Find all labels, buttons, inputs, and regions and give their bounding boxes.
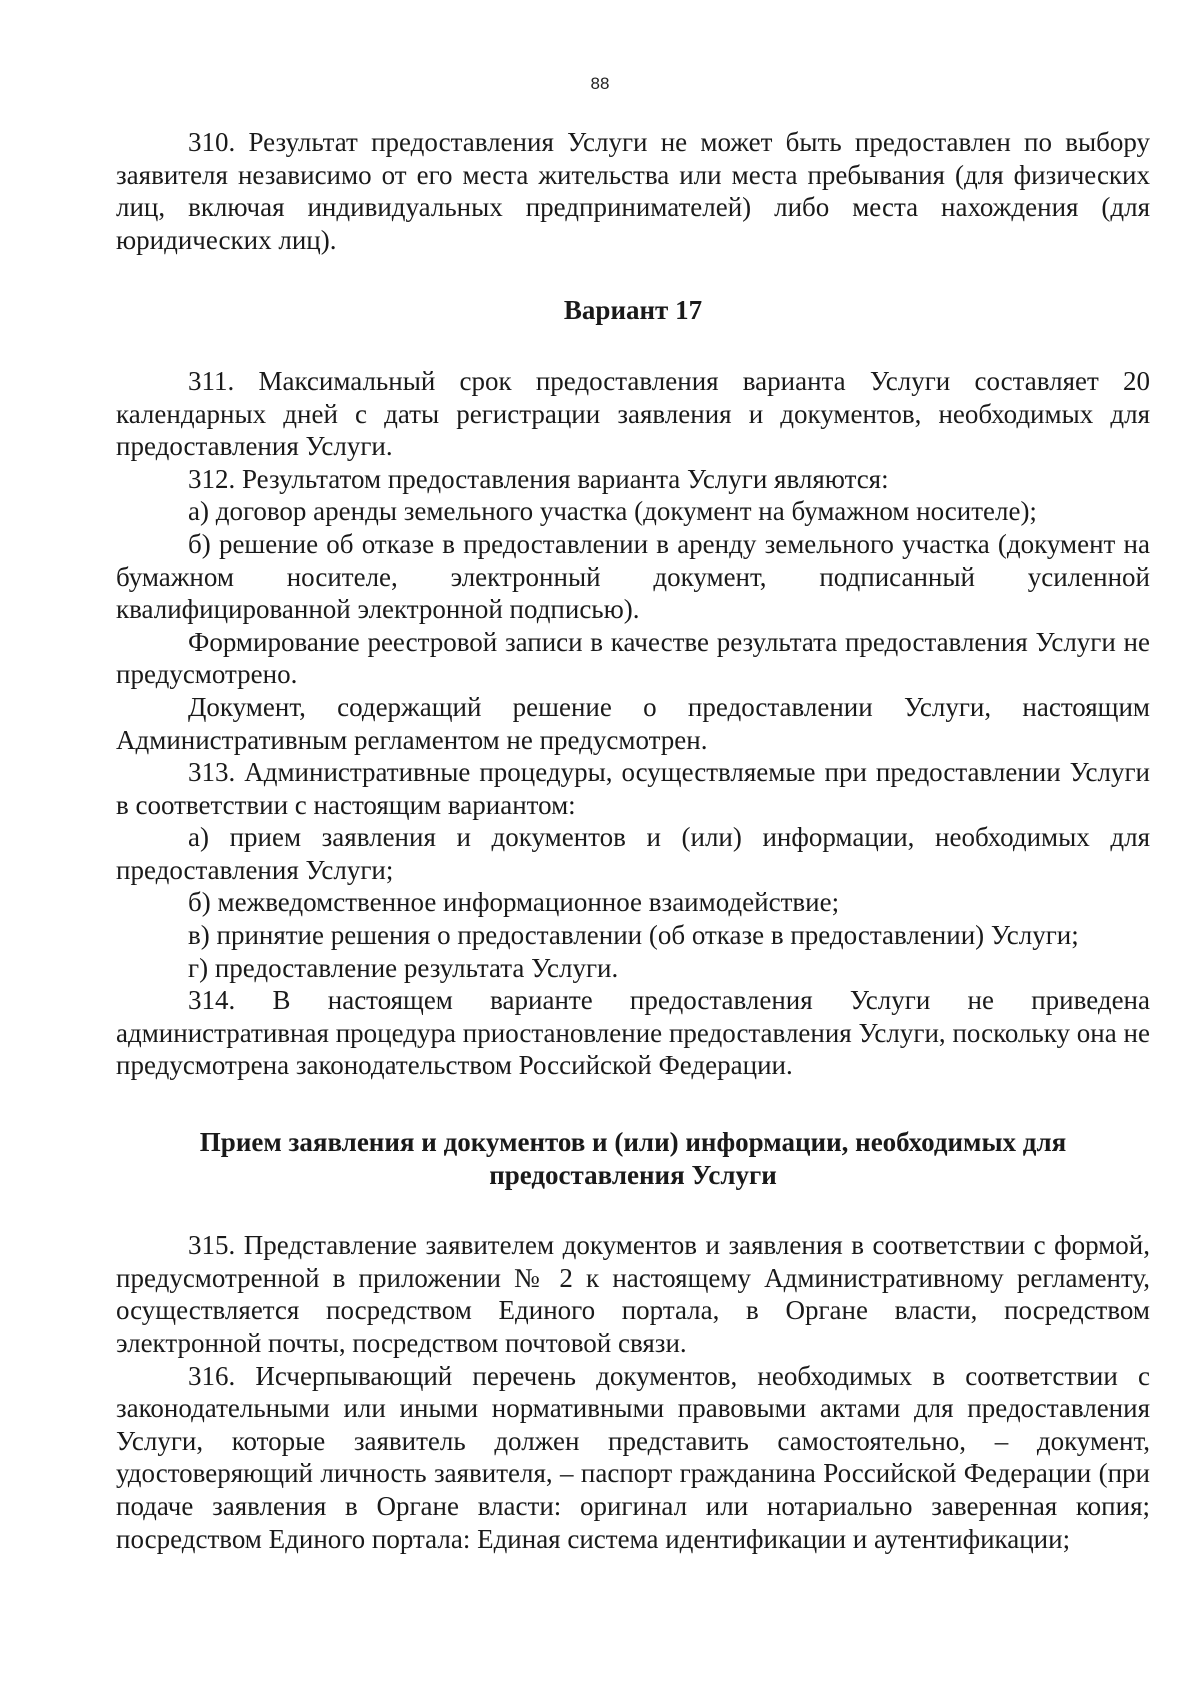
paragraph-313: 313. Административные процедуры, осуществляемые при предоставлении Услуги в соответствии с настоящим вариантом: xyxy=(116,757,1150,820)
paragraph-311: 311. Максимальный срок предоставления варианта Услуги составляет 20 календарных дней с даты регистрации заявления и документов, необходимых для предоставления Услуги. xyxy=(116,365,1150,462)
paragraph-313-d: г) предоставление результата Услуги. xyxy=(188,952,619,983)
paragraph-310: 310. Результат предоставления Услуги не может быть предоставлен по выбору заявителя независимо от его места жительства или места пребывания (для физических лиц, включая индивидуальных предпринимателей) либо места нахождения (для юридических лиц). xyxy=(116,127,1150,255)
paragraph-registry-record: Формирование реестровой записи в качестве результата предоставления Услуги не предусмотрено. xyxy=(116,626,1150,690)
paragraph-313-b: б) межведомственное информационное взаимодействие; xyxy=(188,887,840,918)
paragraph-314: 314. В настоящем варианте предоставления Услуги не приведена административная процедура приостановление предоставления Услуги, поскольку она не предусмотрена законодательством Российской Федерации. xyxy=(116,985,1150,1081)
paragraph-315: 315. Представление заявителем документов и заявления в соответствии с формой, предусмотренной в приложении № 2 к настоящему Административному регламенту, осуществляется посредством Единого портала, в Органе власти, посредством электронной почты, посредством почтовой связи. xyxy=(116,1230,1150,1358)
paragraph-decision-document: Документ, содержащий решение о предоставлении Услуги, настоящим Административным регламентом не предусмотрен. xyxy=(116,691,1150,755)
paragraph-316: 316. Исчерпывающий перечень документов, необходимых в соответствии с законодательными или иными нормативными правовыми актами для предоставления Услуги, которые заявитель должен представить самостоятельно, – документ, удостоверяющий личность заявителя, – паспорт гражданина Российской Федерации (при подаче заявления в Органе власти: оригинал или нотариально заверенная копия; посредством Единого портала: Единая система идентификации и аутентификации; xyxy=(116,1360,1150,1554)
paragraph-313-a: а) прием заявления и документов и (или) информации, необходимых для предоставления Услуги; xyxy=(116,822,1150,885)
document-body xyxy=(116,126,1150,1555)
paragraph-313-c: в) принятие решения о предоставлении (об отказе в предоставлении) Услуги; xyxy=(188,920,1079,951)
paragraph-312: 312. Результатом предоставления варианта Услуги являются: xyxy=(188,463,889,494)
paragraph-312-a: а) договор аренды земельного участка (документ на бумажном носителе); xyxy=(188,496,1037,527)
page-number: 88 xyxy=(590,74,610,93)
variant-heading: Вариант 17 xyxy=(563,295,703,326)
section-heading: Прием заявления и документов и (или) информации, необходимых для предоставления Услуги xyxy=(199,1127,1067,1190)
paragraph-312-b: б) решение об отказе в предоставлении в аренду земельного участка (документ на бумажном носителе, электронный документ, подписанный усиленной квалифицированной электронной подписью). xyxy=(116,528,1150,625)
